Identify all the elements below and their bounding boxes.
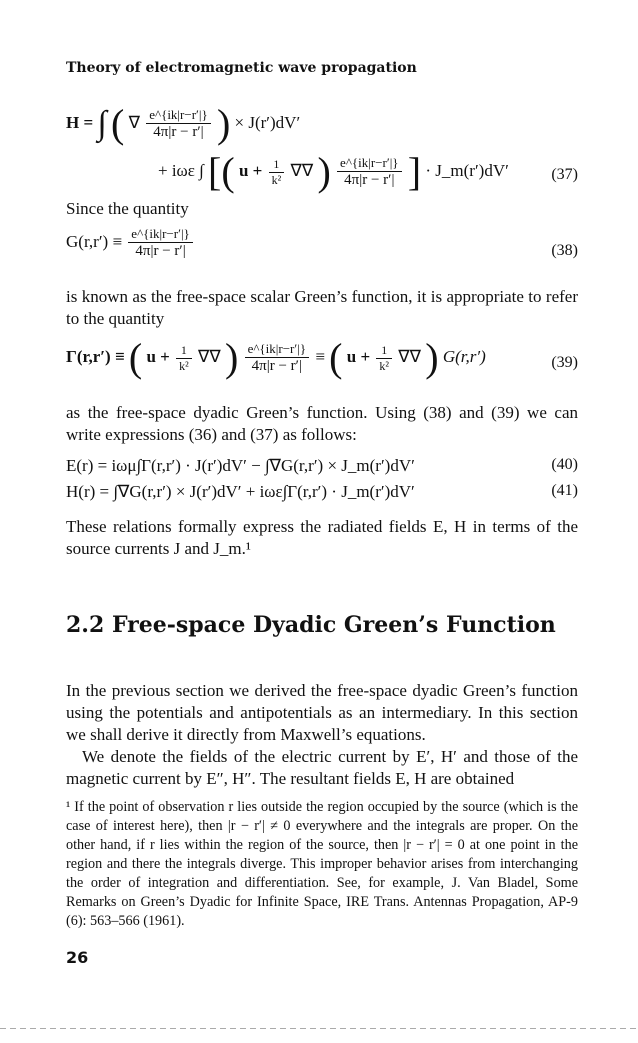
integral-sign: ∫ — [97, 105, 107, 142]
section-number: 2.2 — [66, 612, 105, 638]
equation-number-38: (38) — [551, 242, 578, 259]
section-heading — [66, 612, 578, 638]
paragraph-green-function: is known as the free-space scalar Green’s function, it is appropriate to refer to the quantity — [66, 287, 578, 328]
scan-edge-rule — [0, 1028, 638, 1029]
running-head: Theory of electromagnetic wave propagation — [66, 60, 417, 76]
equation-number-41: (41) — [551, 482, 578, 499]
green-fraction: $\frac{e\^{}\{ik|r-r'|\}}{4\pi|r - r'|}$ — [337, 155, 402, 189]
equation-number-37: (37) — [551, 166, 578, 183]
eq37-lead: + iωε ∫ — [158, 160, 204, 180]
green-fraction: $\frac{e\^{}\{ik|r-r'|\}}{4\pi|r - r'|}$ — [245, 341, 310, 375]
paragraph-fields: We denote the fields of the electric current by E′, H′ and those of the magnetic current by E″, H″. The resultant fields E, H are obtained — [66, 747, 578, 788]
paragraph-intro: In the previous section we derived the free-space dyadic Green’s function using the potentials and antipotentials as an intermediary. In this section we shall derive it directly from Maxwell’s equations. — [66, 681, 578, 744]
green-fraction: $\frac{e\^{}\{ik|r-r'|\}}{4\pi|r - r'|}$ — [128, 226, 193, 260]
equation-number-40: (40) — [551, 456, 578, 473]
since-line: Since the quantity — [66, 199, 189, 218]
page-number: 26 — [66, 948, 89, 967]
equation-41: H(r) = ∫∇G(r,r′) × J(r′)dV′ + iωε∫Γ(r,r′) · J_m(r′)dV′ (41) — [66, 482, 578, 501]
k-fraction: $\frac{1}{\text{k²}}$ — [269, 157, 285, 188]
section-body — [66, 680, 578, 790]
eq37-rest: × J(r′)dV′ — [234, 112, 301, 132]
equation-38: G(r,r′) ≡ $\frac{e\^{}\{ik|r-r'|\}}{4\pi|r - r'|}$ (38) — [66, 226, 578, 259]
equation-37-line-1: H = ∫ ( ∇ $\frac{e\^{}\{ik|r-r'|\}}{4\pi|r - r'|}$ ) × J(r′)dV′ — [66, 101, 301, 146]
footnote: ¹ If the point of observation r lies outside the region occupied by the source (which is the case of interest here), then |r − r′| ≠ 0 everywhere and the integrals are proper. On the other hand, if r lies within the region of the source, then |r − r′| = 0 at one point in the region and there the integrals diverge. This improper behavior arises from interchanging the order of integration and differentiation. See, for example, J. Van Bladel, Some Remarks on Green’s Dyadic for Infinite Space, IRE Trans. Antennas Propagation, AP-9 (6): 563–566 (1961). — [66, 799, 578, 929]
nabla-symbol: ∇ — [128, 112, 140, 132]
equation-40: E(r) = iωμ∫Γ(r,r′) · J(r′)dV′ − ∫∇G(r,r′) × J_m(r′)dV′ (40) — [66, 456, 578, 475]
eq37-lhs: H = — [66, 112, 94, 132]
paragraph-dyadic: as the free-space dyadic Green’s function. Using (38) and (39) we can write expressions (36) and (37) as follows: — [66, 403, 578, 444]
equation-39: Γ(r,r′) ≡ ( u + $\frac{1}{\text{k²}}$ ∇∇ ) $\frac{e\^{}\{ik|r-r'|\}}{4\pi|r - r'|}$ ≡ ( u + $\frac{1}{\text{k²}}$ ∇∇ ) G(r,r′) (39) — [66, 335, 578, 380]
equation-number-39: (39) — [551, 354, 578, 371]
green-fraction: $\frac{e\^{}\{ik|r-r'|\}}{4\pi|r - r'|}$ — [146, 107, 211, 141]
paragraph-relations: These relations formally express the radiated fields E, H in terms of the source currents J and J_m.¹ — [66, 517, 578, 558]
section-title: Free-space Dyadic Green’s Function — [111, 612, 556, 638]
k-fraction: $\frac{1}{\text{k²}}$ — [176, 343, 192, 374]
